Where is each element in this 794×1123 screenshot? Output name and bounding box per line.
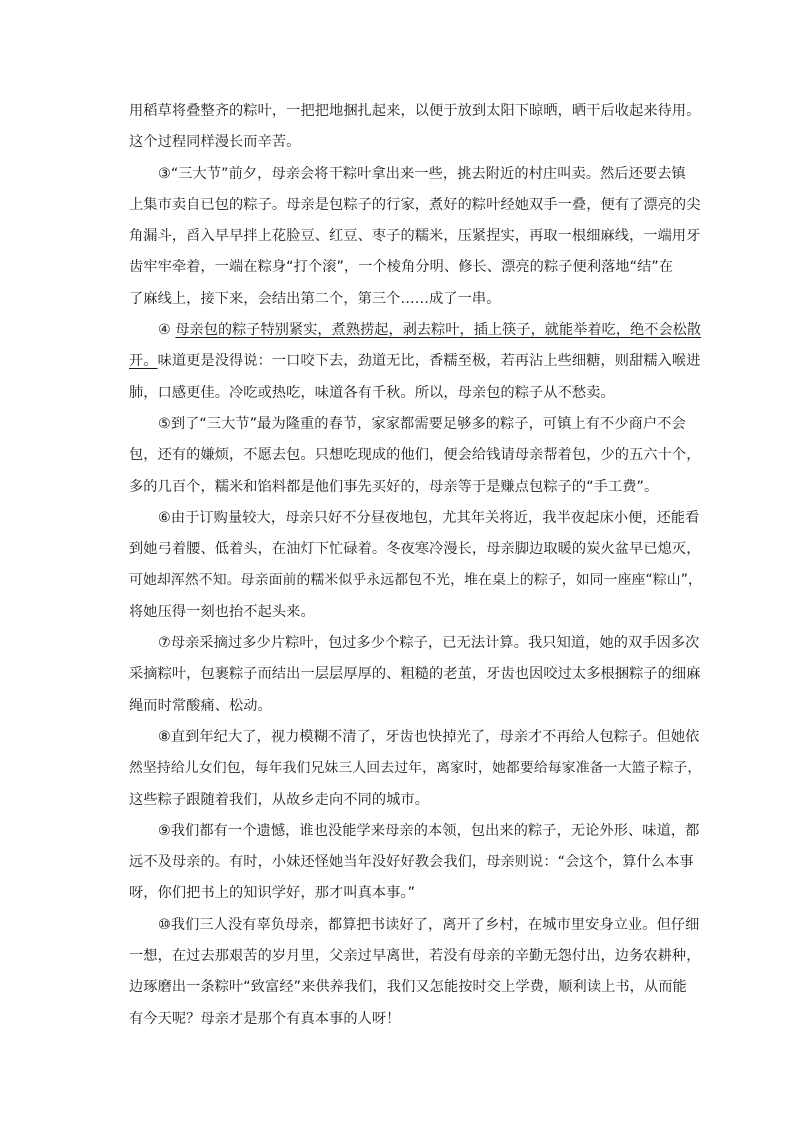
underlined-sentence: 母亲包的粽子特别紧实，煮熟捞起，剥去粽叶，插上筷子，就能举着吃，绝不会松散 bbox=[175, 322, 702, 339]
paragraph-6-start: ⑥由于订购量较大，母亲只好不分昼夜地包，尤其年关将近，我半夜起床小便，还能看 bbox=[158, 509, 700, 526]
paragraph-4-start bbox=[129, 315, 701, 346]
text-line: 边琢磨出一条粽叶“致富经”来供养我们，我们又怎能按时交上学费，顺利读上书，从而能 bbox=[129, 979, 687, 996]
text-line: 多的几百个，糯米和馅料都是他们事先买好的，母亲等于是赚点包粽子的“手工费”。 bbox=[129, 478, 659, 495]
article-body bbox=[129, 96, 701, 1035]
text-line: 肺，口感更佳。冷吃或热吃，味道各有千秋。所以，母亲包的粽子从不愁卖。 bbox=[129, 384, 615, 401]
text-line: 这个过程同样漫长而辛苦。 bbox=[129, 134, 301, 151]
text-line: 呀，你们把书上的知识学好，那才叫真本事。” bbox=[129, 885, 416, 902]
paragraph-8-start: ⑧直到年纪大了，视力模糊不清了，牙齿也快掉光了，母亲才不再给人包粽子。但她依 bbox=[158, 728, 700, 745]
text-line bbox=[129, 346, 701, 377]
text-line: 远不及母亲的。有时，小妹还怪她当年没好好教会我们，母亲则说：“会这个，算什么本事 bbox=[129, 854, 694, 871]
underlined-sentence-end: 开。 bbox=[129, 353, 158, 370]
paragraph-3-start: ③“三大节”前夕，母亲会将干粽叶拿出来一些，挑去附近的村庄叫卖。然后还要去镇 bbox=[158, 165, 686, 182]
text-line: 用稻草将叠整齐的粽叶，一把把地捆扎起来，以便于放到太阳下晾晒，晒干后收起来待用。 bbox=[129, 103, 701, 119]
text-line: 可她却浑然不知。母亲面前的糯米似乎永远都包不光，堆在桌上的粽子，如同一座座“粽山”， bbox=[129, 572, 702, 589]
paragraph-7-start: ⑦母亲采摘过多少片粽叶，包过多少个粽子，已无法计算。我只知道，她的双手因多次 bbox=[158, 635, 700, 652]
paragraph-10-start: ⑩我们三人没有辜负母亲，都算把书读好了，离开了乡村，在城市里安身立业。但仔细 bbox=[158, 916, 700, 933]
text-line: 一想，在过去那艰苦的岁月里，父亲过早离世，若没有母亲的辛勤无怨付出，边务农耕种， bbox=[129, 948, 701, 965]
text-line: 角漏斗，舀入早早拌上花脸豆、红豆、枣子的糯米，压紧捏实，再取一根细麻线，一端用牙 bbox=[129, 228, 701, 245]
paragraph-number: ④ bbox=[158, 322, 176, 339]
text-line: 然坚持给儿女们包，每年我们兄妹三人回去过年，离家时，她都要给每家准备一大篮子粽子， bbox=[129, 760, 702, 777]
text-line: 了麻线上，接下来，会结出第二个，第三个……成了一串。 bbox=[129, 290, 501, 307]
text-line: 有今天呢？母亲才是那个有真本事的人呀！ bbox=[129, 1010, 401, 1027]
text-line: 将她压得一刻也抬不起头来。 bbox=[129, 603, 315, 620]
text-line: 到她弓着腰、低着头，在油灯下忙碌着。冬夜寒冷漫长，母亲脚边取暖的炭火盆早已熄灭， bbox=[129, 541, 701, 558]
text-segment: 味道更是没得说：一口咬下去，劲道无比，香糯至极，若再沾上些细糖，则甜糯入喉进 bbox=[157, 353, 701, 370]
text-line: 齿牢牢牵着，一端在粽身“打个滚”，一个棱角分明、修长、漂亮的粽子便利落地“结”在 bbox=[129, 259, 674, 276]
text-line: 采摘粽叶，包裹粽子而结出一层层厚厚的、粗糙的老茧，牙齿也因咬过太多根捆粽子的细麻 bbox=[129, 666, 701, 683]
text-line: 包，还有的嫌烦，不愿去包。只想吃现成的他们，便会给钱请母亲帮着包，少的五六十个， bbox=[129, 447, 701, 464]
paragraph-5-start: ⑤到了“三大节”最为隆重的春节，家家都需要足够多的粽子，可镇上有不少商户不会 bbox=[158, 415, 686, 432]
text-line: 绳而时常酸痛、松动。 bbox=[129, 697, 272, 714]
text-line: 上集市卖自已包的粽子。母亲是包粽子的行家，煮好的粽叶经她双手一叠，便有了漂亮的尖 bbox=[129, 196, 701, 213]
paragraph-9-start: ⑨我们都有一个遗憾，谁也没能学来母亲的本领，包出来的粽子，无论外形、味道，都 bbox=[158, 822, 700, 839]
text-line: 这些粽子跟随着我们，从故乡走向不同的城市。 bbox=[129, 791, 430, 808]
